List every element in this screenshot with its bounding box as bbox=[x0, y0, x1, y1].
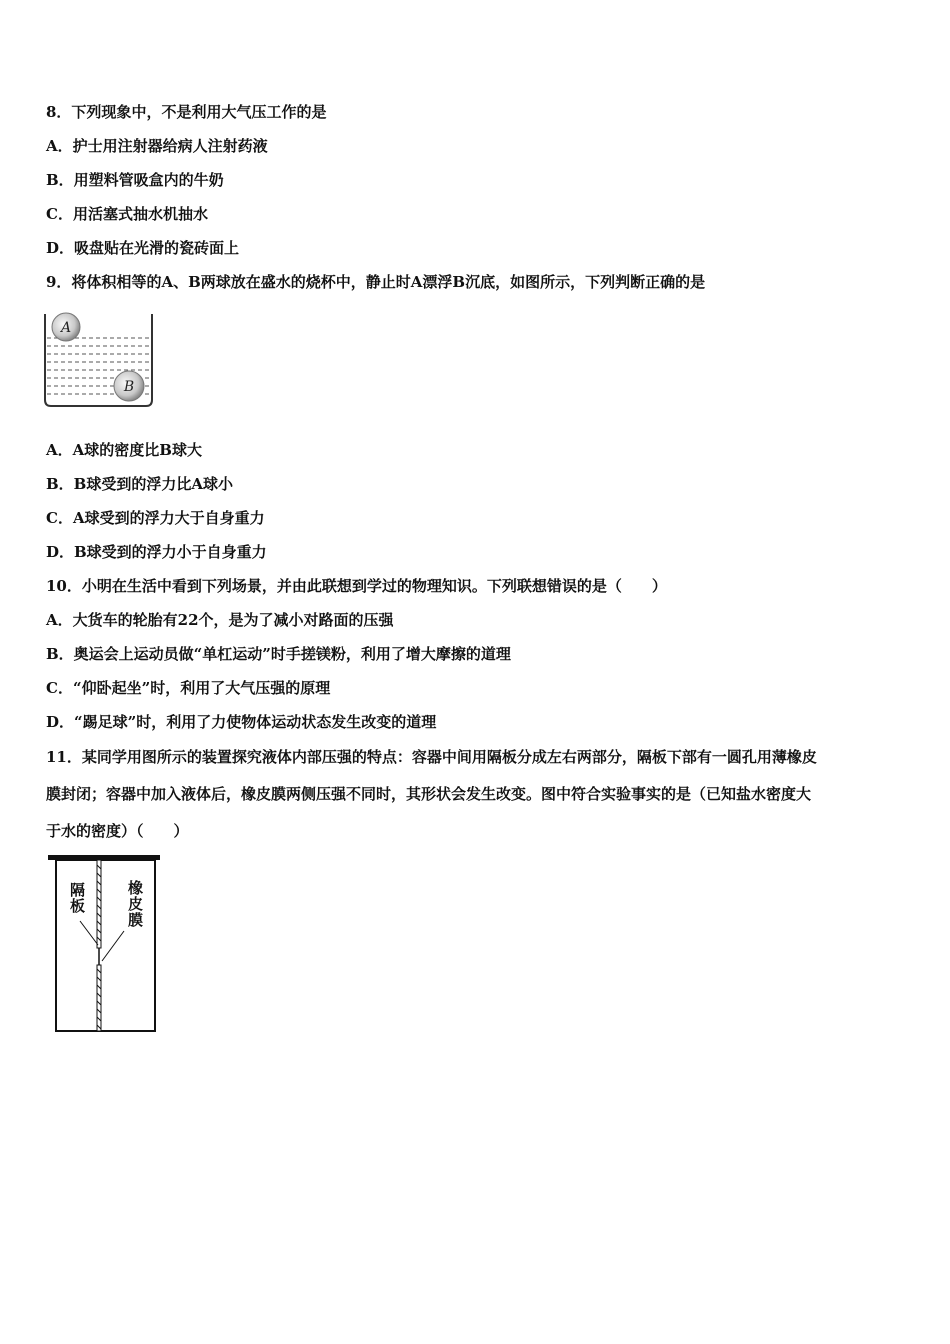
container-figure bbox=[48, 853, 164, 1035]
q10-option-a: A．大货车的轮胎有22个，是为了减小对路面的压强 bbox=[46, 611, 394, 629]
membrane-label: 橡皮膜 bbox=[126, 880, 144, 928]
beaker-figure bbox=[42, 310, 157, 410]
q8-option-b: B．用塑料管吸盒内的牛奶 bbox=[46, 171, 224, 189]
q10-option-b: B．奥运会上运动员做“单杠运动”时手搓镁粉，利用了增大摩擦的道理 bbox=[46, 645, 511, 663]
q9-option-d: D．B球受到的浮力小于自身重力 bbox=[46, 543, 267, 561]
q8-option-c: C．用活塞式抽水机抽水 bbox=[46, 205, 208, 223]
q9-option-c: C．A球受到的浮力大于自身重力 bbox=[46, 509, 265, 527]
q10-option-d: D．“踢足球”时，利用了力使物体运动状态发生改变的道理 bbox=[46, 713, 437, 731]
q11-stem-line-2: 膜封闭；容器中加入液体后，橡皮膜两侧压强不同时，其形状会发生改变。图中符合实验事实的是（已知盐水密度大 bbox=[46, 785, 812, 803]
q8-stem: 8．下列现象中，不是利用大气压工作的是 bbox=[46, 103, 327, 121]
ball-b-label: B bbox=[123, 379, 135, 395]
partition-leader bbox=[80, 921, 98, 945]
q9-option-b: B．B球受到的浮力比A球小 bbox=[46, 475, 233, 493]
ball-a-label: A bbox=[60, 320, 72, 336]
membrane-leader bbox=[102, 931, 124, 961]
q9-option-a: A．A球的密度比B球大 bbox=[46, 441, 202, 459]
q11-stem-line-3: 于水的密度）（ ） bbox=[46, 822, 189, 840]
q8-option-a: A．护士用注射器给病人注射药液 bbox=[46, 137, 268, 155]
partition-label: 隔板 bbox=[68, 882, 86, 914]
partition bbox=[97, 860, 101, 1031]
q11-stem-line-1: 11．某同学用图所示的装置探究液体内部压强的特点：容器中间用隔板分成左右两部分，隔板下部有一圆孔用薄橡皮 bbox=[46, 748, 817, 766]
q10-stem: 10．小明在生活中看到下列场景，并由此联想到学过的物理知识。下列联想错误的是（ ） bbox=[46, 577, 667, 595]
q8-option-d: D．吸盘贴在光滑的瓷砖面上 bbox=[46, 239, 240, 257]
q9-stem: 9．将体积相等的A、B两球放在盛水的烧杯中，静止时A漂浮B沉底，如图所示，下列判断正确的是 bbox=[46, 273, 706, 291]
q10-option-c: C．“仰卧起坐”时，利用了大气压强的原理 bbox=[46, 679, 331, 697]
